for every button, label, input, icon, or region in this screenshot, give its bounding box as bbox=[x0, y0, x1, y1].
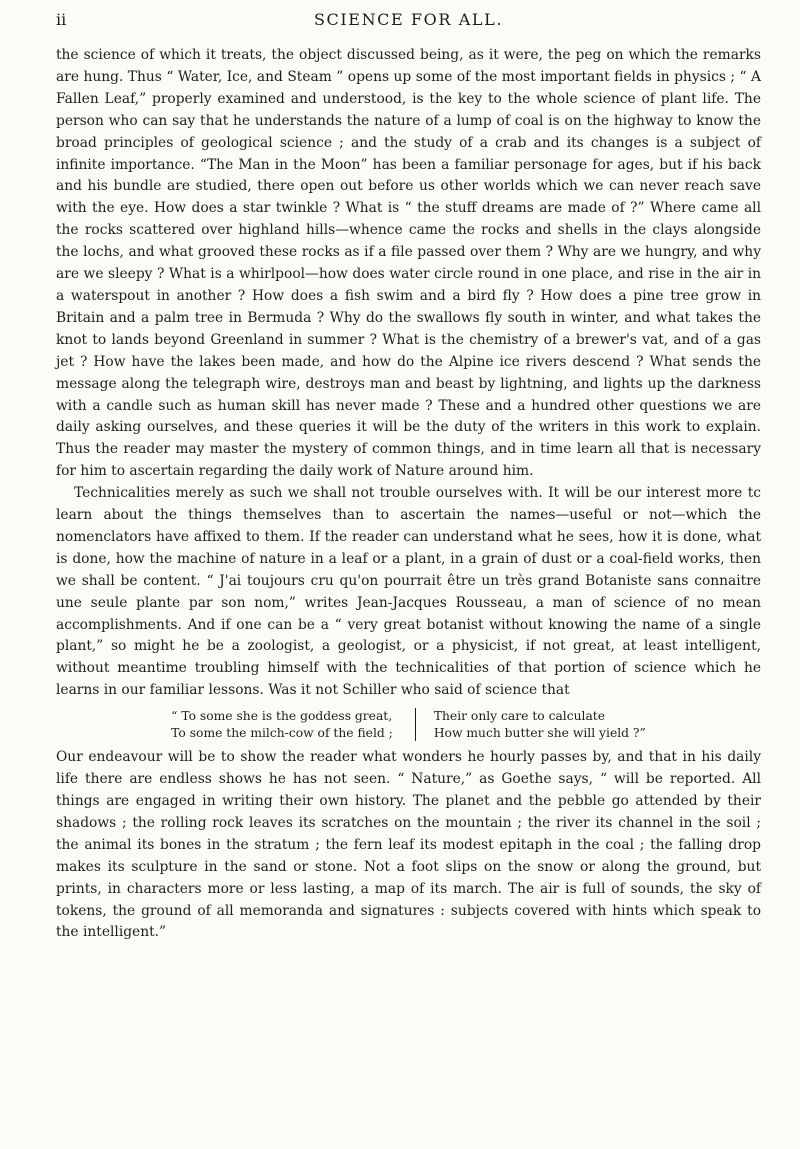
body-text bbox=[56, 45, 761, 944]
verse-line: “ To some she is the goddess great, bbox=[171, 709, 393, 724]
verse-line: To some the milch-cow of the field ; bbox=[171, 725, 393, 740]
page-number: ii bbox=[56, 10, 67, 29]
verse-line: How much butter she will yield ?” bbox=[433, 725, 646, 740]
paragraph-endeavour: Our endeavour will be to show the reader what wonders he hourly passes by, and that in his daily life there are endless shows he has not seen. “ Nature,” as Goethe says, “ will be reported. All things are engaged in writing their own history. The planet and the pebble go attended by their shadows ; the rolling rock leaves its scratches on the mountain ; the river its channel in the soil ; the animal its bones in the stratum ; the fern leaf its modest epitaph in the coal ; the falling drop makes its sculpture in the sand or stone. Not a foot slips on the snow or along the ground, but prints, in characters more or less lasting, a map of its march. The air is full of sounds, the sky of tokens, the ground of all memoranda and signatures : subjects covered with hints which speak to the intelligent.” bbox=[56, 749, 761, 941]
book-page bbox=[56, 0, 761, 944]
paragraph-technicalities: Technicalities merely as such we shall not trouble ourselves with. It will be our interest more tc learn about the things themselves than to ascertain the names—useful or not—which the nomenclators have affixed to them. If the reader can understand what he sees, how it is done, what is done, how the machine of nature in a leaf or a plant, in a grain of dust or a coal-field works, then we shall be content. “ J'ai toujours cru qu'on pourrait être un très grand Botaniste sans connaitre une seule plante par son nom,” writes Jean-Jacques Rousseau, a man of science of no mean accomplishments. And if one can be a “ very great botanist without knowing the name of a single plant,” so might he be a zoologist, a geologist, or a physicist, if not great, at least intelligent, without meantime troubling himself with the technicalities of that portion of science which he learns in our familiar lessons. Was it not Schiller who said of science that bbox=[56, 485, 761, 699]
schiller-verse bbox=[56, 708, 761, 741]
running-head: SCIENCE FOR ALL. bbox=[313, 10, 504, 29]
verse-line: Their only care to calculate bbox=[433, 709, 606, 724]
page-header bbox=[56, 4, 761, 38]
verse-left-column bbox=[161, 708, 416, 741]
verse-right-column bbox=[416, 708, 656, 741]
paragraph-continued: the science of which it treats, the object discussed being, as it were, the peg on which the remarks are hung. Thus “ Water, Ice, and Steam ” opens up some of the most important fields in physics ; “ A Fallen Leaf,” properly examined and understood, is the key to the whole science of plant life. The person who can say that he understands the nature of a lump of coal is on the highway to know the broad principles of geological science ; and the study of a crab and its changes is a subject of infinite importance. “The Man in the Moon” has been a familiar personage for ages, but if his back and his bundle are studied, there open out before us other worlds which we can never reach save with the eye. How does a star twinkle ? What is “ the stuff dreams are made of ?” Where came all the rocks scattered over highland hills—whence came the rocks and shells in the clays alongside the lochs, and what grooved these rocks as if a file passed over them ? Why are we hungry, and why are we sleepy ? What is a whirlpool—how does water circle round in one place, and rise in the air in a waterspout in another ? How does a fish swim and a bird fly ? How does a pine tree grow in Britain and a palm tree in Bermuda ? Why do the swallows fly south in winter, and what takes the knot to lands beyond Greenland in summer ? What is the chemistry of a brewer's vat, and of a gas jet ? How have the lakes been made, and how do the Alpine ice rivers descend ? What sends the message along the telegraph wire, destroys man and beast by lightning, and lights up the darkness with a candle such as human skill has never made ? These and a hundred other questions we are daily asking ourselves, and these queries it will be the duty of the writers in this work to explain. Thus the reader may master the mystery of common things, and in time learn all that is necessary for him to ascertain regarding the daily work of Nature around him. bbox=[56, 47, 761, 480]
